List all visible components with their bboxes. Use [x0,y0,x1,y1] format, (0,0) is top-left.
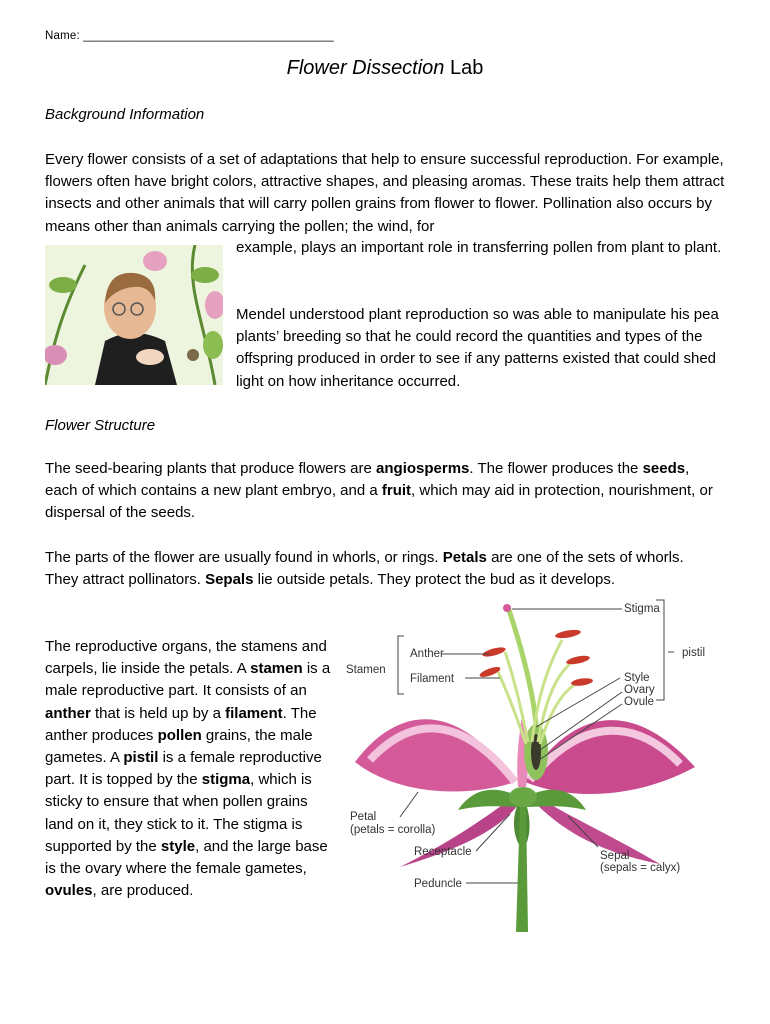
term-petals: Petals [442,549,487,566]
label-sepal: Sepal [600,850,630,862]
text-run: . The flower produces the [469,460,643,477]
label-ovule: Ovule [624,696,655,708]
label-style: Style [624,672,650,684]
text-run: The parts of the flower are usually found in whorls, or rings. [45,549,443,566]
text-run: , each of which contains a new plant embryo, and a [45,460,690,500]
flower-diagram [340,592,720,942]
text-run: The seed-bearing plants that produce flowers are [45,460,377,477]
name-field[interactable]: Name: ______________________________________ [45,30,334,42]
text-run: that is held up by a [90,704,226,722]
label-receptacle: Receptacle [414,846,472,858]
text-run: , which may aid in protection, nourishment, or dispersal of the seeds. [45,482,713,522]
text-run: is a male reproductive part. It consists of an [45,660,331,700]
background-heading: Background Information [45,106,205,123]
label-filament: Filament [410,673,455,685]
term-stamen: stamen [250,660,303,678]
background-paragraph-1: Every flower consists of a set of adaptations that help to ensure successful reproduction. For example, flowers often have bright colors, attractive shapes, and pleasing aromas. These traits help them attract insects and other animals that will carry pollen grains from flower to flower. Pollination also occurs by means other than animals carrying the pollen; the wind, for [45,151,725,235]
mendel-illustration [45,245,223,385]
label-peduncle: Peduncle [414,878,462,890]
title-italic: Flower Dissection [286,57,445,79]
term-ovules: ovules [45,882,93,900]
term-pollen: pollen [157,726,202,744]
label-petal: Petal [350,811,377,823]
text-run: , which is sticky to ensure that when pollen grains land on it, they stick to it. The stigma is supported by the [45,771,312,855]
label-ovary: Ovary [624,684,655,696]
page-title [0,57,770,80]
text-run: lie outside petals. They protect the bud as it develops. [253,571,616,589]
term-fruit: fruit [381,482,412,500]
stigma [503,604,511,612]
term-anther: anther [45,704,91,722]
label-petal-sub: (petals = corolla) [350,824,436,836]
term-stigma: stigma [201,771,251,789]
text-run: . The anther produces [45,704,317,744]
term-sepals: Sepals [205,571,254,589]
label-stamen: Stamen [346,664,386,676]
title-plain: Lab [450,57,484,79]
background-paragraph-1-continued: example, plays an important role in transferring pollen from plant to plant. [236,239,722,256]
term-style: style [160,837,196,855]
structure-heading: Flower Structure [45,417,156,434]
label-stigma: Stigma [624,603,660,615]
text-run: , are produced. [92,882,194,900]
text-run: is a female reproductive part. It is topped by the [45,749,322,789]
text-run: The reproductive organs, the stamens and carpels, lie inside the petals. A [45,638,327,678]
label-sepal-sub: (sepals = calyx) [600,862,681,874]
structure-paragraph-3 [45,636,335,902]
label-anther: Anther [410,648,444,660]
term-filament: filament [225,704,283,722]
label-pistil: pistil [682,647,706,659]
text-run: grains, the male gametes. A [45,726,313,767]
receptacle [509,787,537,807]
text-run: , and the large base is the ovary where the female gametes, [45,837,328,878]
structure-paragraph-2 [45,547,705,591]
background-paragraph-2: Mendel understood plant reproduction so was able to manipulate his pea plants’ breeding so that he could record the quantities and types of the offspring produced in order to see if any patterns existed that could shed light on how inheritance occurred. [236,306,719,390]
text-run: are one of the sets of whorls. They attract pollinators. [45,549,684,589]
structure-paragraph-1 [45,458,720,525]
term-pistil: pistil [123,749,159,767]
term-angiosperms: angiosperms [376,460,470,477]
term-seeds: seeds [642,460,686,477]
